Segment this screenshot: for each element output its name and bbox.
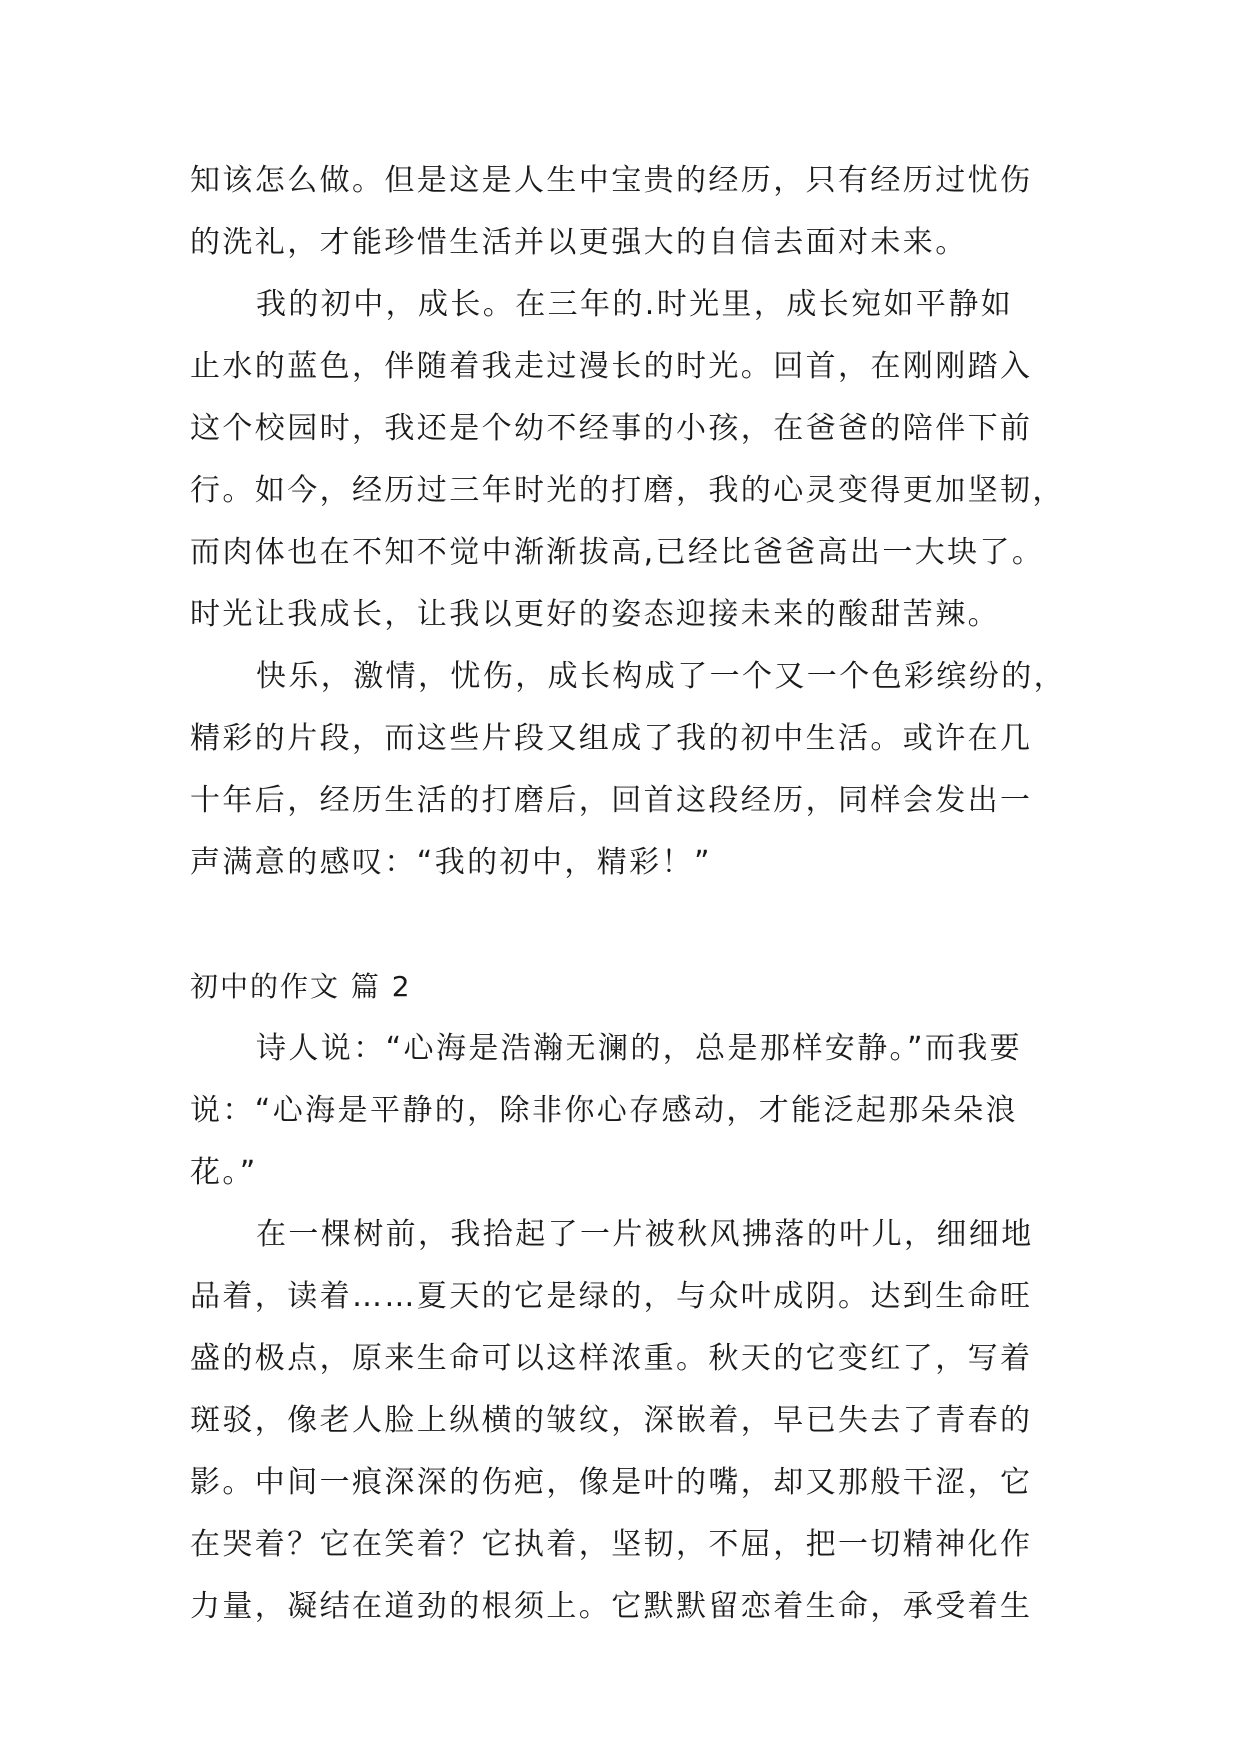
section-heading: 初中的作文 篇 2 <box>190 970 412 1003</box>
paragraph-spacer <box>190 894 1050 956</box>
text-line: 止水的蓝色，伴随着我走过漫长的时光。回首，在刚刚踏入 <box>190 349 1033 384</box>
text-line: 品着，读着……夏天的它是绿的，与众叶成阴。达到生命旺 <box>190 1279 1033 1314</box>
text-line: 声满意的感叹：“我的初中，精彩！” <box>190 845 712 880</box>
text-line: 这个校园时，我还是个幼不经事的小孩，在爸爸的陪伴下前 <box>190 411 1033 446</box>
text-line: 盛的极点，原来生命可以这样浓重。秋天的它变红了，写着 <box>190 1341 1033 1376</box>
document-body <box>190 150 1066 1638</box>
text-line: 快乐，激情，忧伤，成长构成了一个又一个色彩缤纷的， <box>256 659 1066 694</box>
text-line: 说：“心海是平静的，除非你心存感动，才能泛起那朵朵浪 <box>190 1093 1018 1128</box>
text-line: 行。如今，经历过三年时光的打磨，我的心灵变得更加坚韧， <box>190 473 1065 508</box>
paragraph-continued <box>190 150 1050 274</box>
text-line: 的洗礼，才能珍惜生活并以更强大的自信去面对未来。 <box>190 225 968 260</box>
paragraph-leaf <box>190 1204 1050 1638</box>
text-line: 花。” <box>190 1155 258 1190</box>
paragraph-conclusion <box>190 646 1066 894</box>
text-line: 力量，凝结在道劲的根须上。它默默留恋着生命，承受着生 <box>190 1589 1033 1624</box>
text-line: 而肉体也在不知不觉中渐渐拔高,已经比爸爸高出一大块了。 <box>190 535 1045 570</box>
text-line: 精彩的片段，而这些片段又组成了我的初中生活。或许在几 <box>190 721 1033 756</box>
text-line: 斑驳，像老人脸上纵横的皱纹，深嵌着，早已失去了青春的 <box>190 1403 1033 1438</box>
text-line: 知该怎么做。但是这是人生中宝贵的经历，只有经历过忧伤 <box>190 163 1033 198</box>
text-line: 影。中间一痕深深的伤疤，像是叶的嘴，却又那般干涩，它 <box>190 1465 1033 1500</box>
paragraph-growth <box>190 274 1065 646</box>
text-line: 十年后，经历生活的打磨后，回首这段经历，同样会发出一 <box>190 783 1033 818</box>
paragraph-poet <box>190 1018 1050 1204</box>
text-line: 在哭着？它在笑着？它执着，坚韧，不屈，把一切精神化作 <box>190 1527 1033 1562</box>
text-line: 在一棵树前，我拾起了一片被秋风拂落的叶儿，细细地 <box>256 1217 1034 1252</box>
text-line: 时光让我成长，让我以更好的姿态迎接未来的酸甜苦辣。 <box>190 597 1000 632</box>
text-line: 我的初中，成长。在三年的.时光里，成长宛如平静如 <box>256 287 1014 322</box>
text-line: 诗人说：“心海是浩瀚无澜的，总是那样安静。”而我要 <box>256 1031 1023 1066</box>
